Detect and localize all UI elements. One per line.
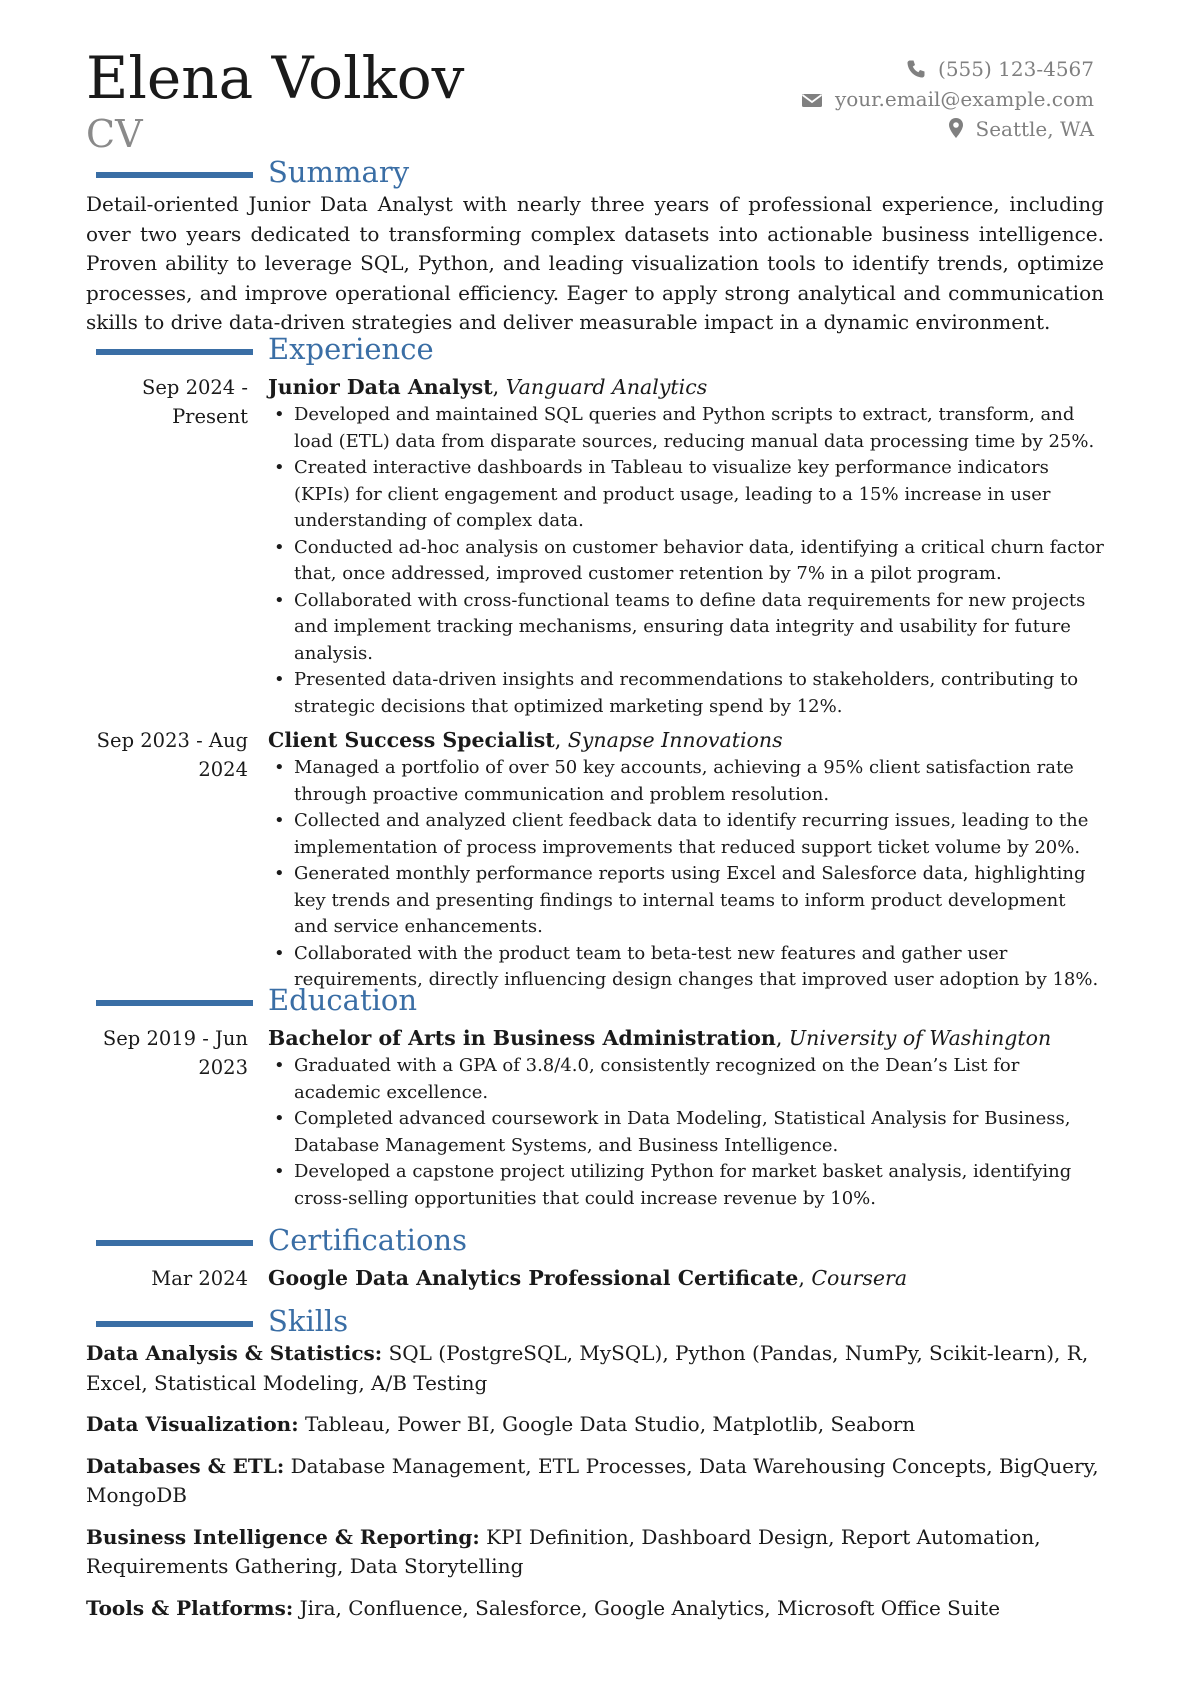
entry-bullets: [268, 402, 1104, 720]
section-heading: [86, 1303, 1104, 1339]
contact-phone: [801, 54, 1094, 84]
entry-title: Google Data Analytics Professional Certificate, Coursera: [268, 1266, 908, 1290]
list-item: • Developed a capstone project utilizing Python for market basket analysis, identifying cross-selling opportunities that could increase revenue by 10%.: [268, 1159, 1104, 1212]
entry-title: Client Success Specialist, Synapse Innovations: [268, 728, 783, 752]
entry-date: Sep 2023 - Aug 2024: [96, 729, 248, 781]
certifications-title: Certifications: [268, 1223, 467, 1257]
list-item: • Presented data-driven insights and recommendations to stakeholders, contributing to strategic decisions that optimized marketing spend by 12%.: [268, 667, 1104, 720]
experience-section: [86, 331, 1104, 994]
entry-title: Bachelor of Arts in Business Administration, University of Washington: [268, 1026, 1052, 1050]
entry-body: [268, 1024, 1104, 1212]
entry-role: Junior Data Analyst: [268, 375, 493, 399]
phone-icon: [906, 59, 926, 79]
entry-role: Google Data Analytics Professional Certificate: [268, 1266, 799, 1290]
experience-entry: [86, 726, 1104, 994]
skill-category: Business Intelligence & Reporting:: [86, 1524, 480, 1549]
entry-body: [268, 1264, 1104, 1293]
entry-date: Sep 2019 - Jun 2023: [102, 1027, 248, 1079]
list-item: • Collaborated with cross-functional teams to define data requirements for new projects and implement tracking mechanisms, ensuring data integrity and usability for future analysis.: [268, 588, 1104, 668]
skill-values: SQL (PostgreSQL, MySQL), Python (Pandas, NumPy, Scikit-learn), R, Excel, Statistical Modeling, A/B Testing: [86, 1341, 1089, 1395]
skill-row: [86, 1452, 1104, 1511]
phone-number[interactable]: (555) 123-4567: [938, 57, 1094, 81]
list-item: • Developed and maintained SQL queries and Python scripts to extract, transform, and load (ETL) data from disparate sources, reducing manual data processing time by 25%.: [268, 402, 1104, 455]
resume-header: [86, 44, 1094, 156]
entry-organization: Coursera: [811, 1266, 908, 1290]
skill-row: [86, 1339, 1104, 1398]
skill-values: Jira, Confluence, Salesforce, Google Analytics, Microsoft Office Suite: [299, 1595, 1001, 1620]
section-heading: [86, 154, 1104, 190]
entry-organization: University of Washington: [788, 1026, 1052, 1050]
document-subtitle: CV: [86, 112, 143, 156]
experience-entry: [86, 373, 1104, 720]
skill-values: Database Management, ETL Processes, Data Warehousing Concepts, BigQuery, MongoDB: [86, 1453, 1099, 1507]
list-item: • Graduated with a GPA of 3.8/4.0, consistently recognized on the Dean’s List for academic excellence.: [268, 1053, 1104, 1106]
entry-bullets: [268, 1053, 1104, 1212]
contact-block: [801, 54, 1094, 144]
entry-date: Mar 2024: [151, 1267, 248, 1290]
section-accent-bar: [96, 1321, 253, 1327]
entry-bullets: [268, 755, 1104, 994]
section-heading: [86, 1222, 1104, 1258]
education-section: [86, 982, 1104, 1212]
contact-email: [801, 84, 1094, 114]
section-accent-bar: [96, 349, 253, 355]
list-item: • Completed advanced coursework in Data Modeling, Statistical Analysis for Business, Database Management Systems, and Business Intelligence.: [268, 1106, 1104, 1159]
list-item: • Conducted ad-hoc analysis on customer behavior data, identifying a critical churn factor that, once addressed, improved customer retention by 7% in a pilot program.: [268, 535, 1104, 588]
list-item: • Managed a portfolio of over 50 key accounts, achieving a 95% client satisfaction rate through proactive communication and problem resolution.: [268, 755, 1104, 808]
entry-organization: Vanguard Analytics: [505, 375, 708, 399]
education-entry: [86, 1024, 1104, 1212]
entry-body: [268, 373, 1104, 720]
section-accent-bar: [96, 172, 253, 178]
summary-section: [86, 154, 1104, 338]
entry-role: Client Success Specialist: [268, 728, 555, 752]
skills-title: Skills: [268, 1304, 349, 1338]
skill-row: [86, 1523, 1104, 1582]
section-accent-bar: [96, 1000, 253, 1006]
list-item: • Created interactive dashboards in Tableau to visualize key performance indicators (KPIs) for client engagement and product usage, leading to a 15% increase in user understanding of complex data.: [268, 455, 1104, 535]
entry-date: Sep 2024 - Present: [142, 376, 248, 428]
skill-row: [86, 1410, 1104, 1440]
skill-category: Data Visualization:: [86, 1412, 299, 1436]
email-address[interactable]: your.email@example.com: [834, 87, 1094, 111]
skill-values: KPI Definition, Dashboard Design, Report Automation, Requirements Gathering, Data Storytelling: [86, 1524, 1041, 1578]
certification-entry: [86, 1264, 1104, 1293]
candidate-name: Elena Volkov: [86, 44, 465, 112]
skill-category: Tools & Platforms:: [86, 1595, 294, 1620]
skill-category: Data Analysis & Statistics:: [86, 1341, 383, 1365]
skills-section: [86, 1303, 1104, 1635]
summary-title: Summary: [268, 155, 410, 189]
skill-row: [86, 1594, 1104, 1624]
certifications-section: [86, 1222, 1104, 1293]
section-heading: [86, 331, 1104, 367]
envelope-icon: [801, 91, 823, 109]
list-item: • Generated monthly performance reports using Excel and Salesforce data, highlighting key trends and presenting findings to internal teams to inform product development and service enhancements.: [268, 861, 1104, 941]
location-text: Seattle, WA: [975, 117, 1094, 141]
section-accent-bar: [96, 1240, 253, 1246]
skill-category: Databases & ETL:: [86, 1453, 285, 1478]
list-item: • Collected and analyzed client feedback data to identify recurring issues, leading to the implementation of process improvements that reduced support ticket volume by 20%.: [268, 808, 1104, 861]
list-item: • Collaborated with the product team to beta-test new features and gather user requirements, directly influencing design changes that improved user adoption by 18%.: [268, 941, 1104, 994]
entry-title: Junior Data Analyst, Vanguard Analytics: [268, 375, 708, 399]
entry-organization: Synapse Innovations: [567, 728, 783, 752]
experience-title: Experience: [268, 332, 434, 366]
contact-location: [801, 114, 1094, 144]
education-title: Education: [268, 983, 418, 1017]
skill-values: Tableau, Power BI, Google Data Studio, Matplotlib, Seaborn: [304, 1412, 916, 1436]
summary-text: Detail-oriented Junior Data Analyst with nearly three years of professional experience, including over two years dedicated to transforming complex datasets into actionable business intelligence. Proven ability to leverage SQL, Python, and leading visualization tools to identify trends, optimize processes, and improve operational efficiency. Eager to apply strong analytical and communication skills to drive data-driven strategies and deliver measurable impact in a dynamic environment.: [86, 192, 1104, 334]
map-pin-icon: [948, 117, 964, 139]
section-heading: [86, 982, 1104, 1018]
entry-body: [268, 726, 1104, 994]
entry-role: Bachelor of Arts in Business Administration: [268, 1026, 776, 1050]
